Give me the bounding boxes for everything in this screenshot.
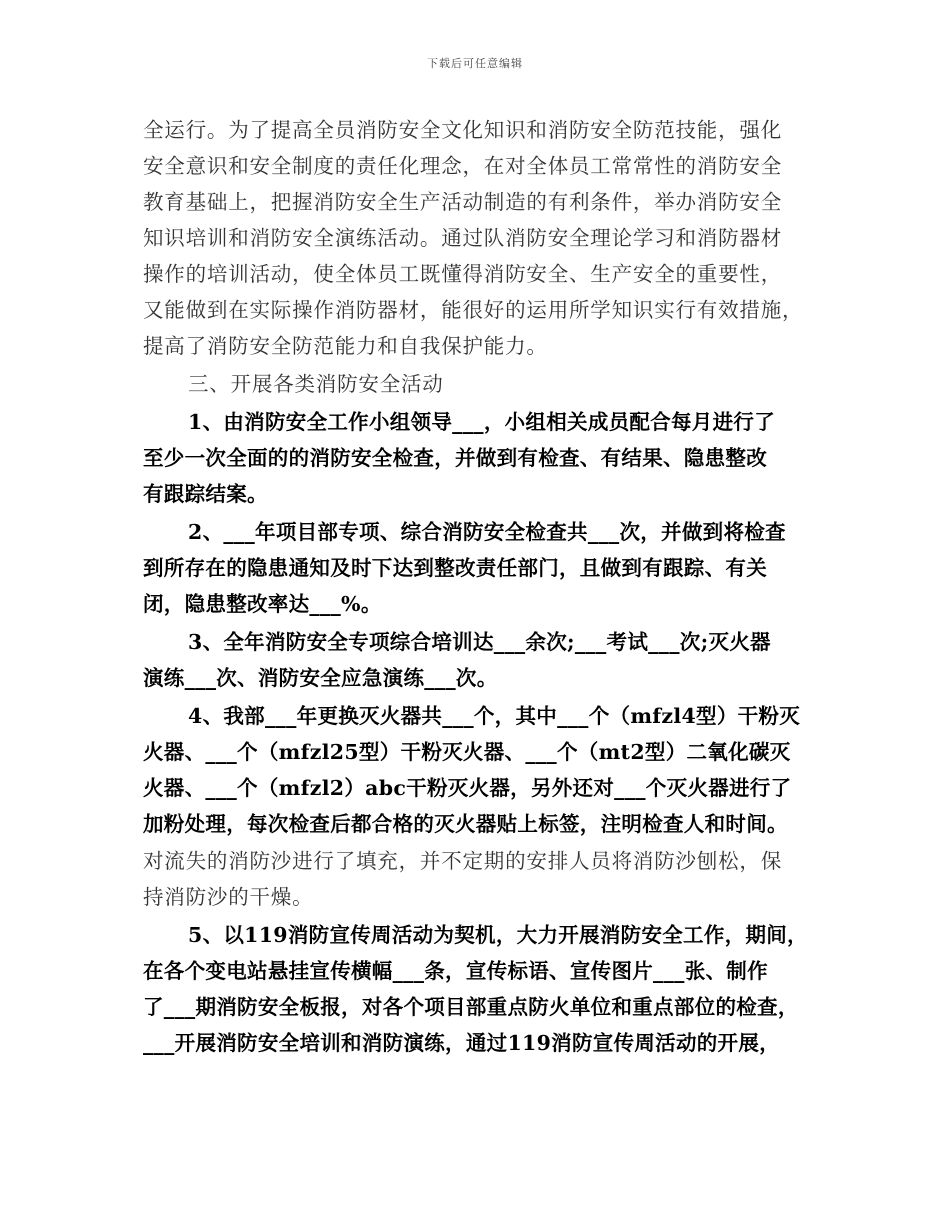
text-line: 2、___年项目部专项、综合消防安全检查共___次，并做到将检查 <box>188 520 786 544</box>
text-line: 操作的培训活动，使全体员工既懂得消防安全、生产安全的重要性， <box>143 262 782 286</box>
text-line: 有跟踪结案。 <box>143 482 268 506</box>
text-line: 对流失的消防沙进行了填充，并不定期的安排人员将消防沙刨松，保 <box>143 849 782 873</box>
text-line: 3、全年消防安全专项综合培训达___余次;___考试___次;灭火器 <box>188 630 771 654</box>
text-line: 知识培训和消防安全演练活动。通过队消防安全理论学习和消防器材 <box>143 226 782 250</box>
text-line: 火器、___个（mfzl25型）干粉灭火器、___个（mt2型）二氧化碳灭 <box>143 740 791 764</box>
text-line: 4、我部___年更换灭火器共___个，其中___个（mfzl4型）干粉灭 <box>188 704 801 728</box>
text-line: 又能做到在实际操作消防器材，能很好的运用所学知识实行有效措施， <box>143 298 804 322</box>
text-line: 演练___次、消防安全应急演练___次。 <box>143 666 498 690</box>
text-line: 持消防沙的干燥。 <box>143 885 314 909</box>
text-line: 1、由消防安全工作小组领导___，小组相关成员配合每月进行了 <box>188 410 776 434</box>
section-heading: 三、开展各类消防安全活动 <box>188 372 444 396</box>
text-line: 安全意识和安全制度的责任化理念，在对全体员工常常性的消防安全 <box>143 154 782 178</box>
text-line: 提高了消防安全防范能力和自我保护能力。 <box>143 334 548 358</box>
text-line: 加粉处理，每次检查后都合格的灭火器贴上标签，注明检查人和时间。 <box>143 812 788 836</box>
text-line: 闭，隐患整改率达___%。 <box>143 592 382 616</box>
text-line: 在各个变电站悬挂宣传横幅___条，宣传标语、宣传图片___张、制作 <box>143 959 768 983</box>
text-line: 教育基础上，把握消防安全生产活动制造的有利条件，举办消防安全 <box>143 190 782 214</box>
text-line: 火器、___个（mfzl2）abc干粉灭火器，另外还对___个灭火器进行了 <box>143 776 792 800</box>
text-line: 至少一次全面的的消防安全检查，并做到有检查、有结果、隐患整改 <box>143 446 767 470</box>
page-header: 下载后可任意编辑 <box>427 57 523 70</box>
text-line: 到所存在的隐患通知及时下达到整改责任部门，且做到有跟踪、有关 <box>143 556 767 580</box>
text-line: ___开展消防安全培训和消防演练，通过119消防宣传周活动的开展， <box>143 1031 780 1055</box>
text-line: 了___期消防安全板报，对各个项目部重点防火单位和重点部位的检查， <box>143 995 799 1019</box>
text-line: 全运行。为了提高全员消防安全文化知识和消防安全防范技能，强化 <box>143 118 782 142</box>
text-line: 5、以119消防宣传周活动为契机，大力开展消防安全工作，期间， <box>188 923 808 947</box>
